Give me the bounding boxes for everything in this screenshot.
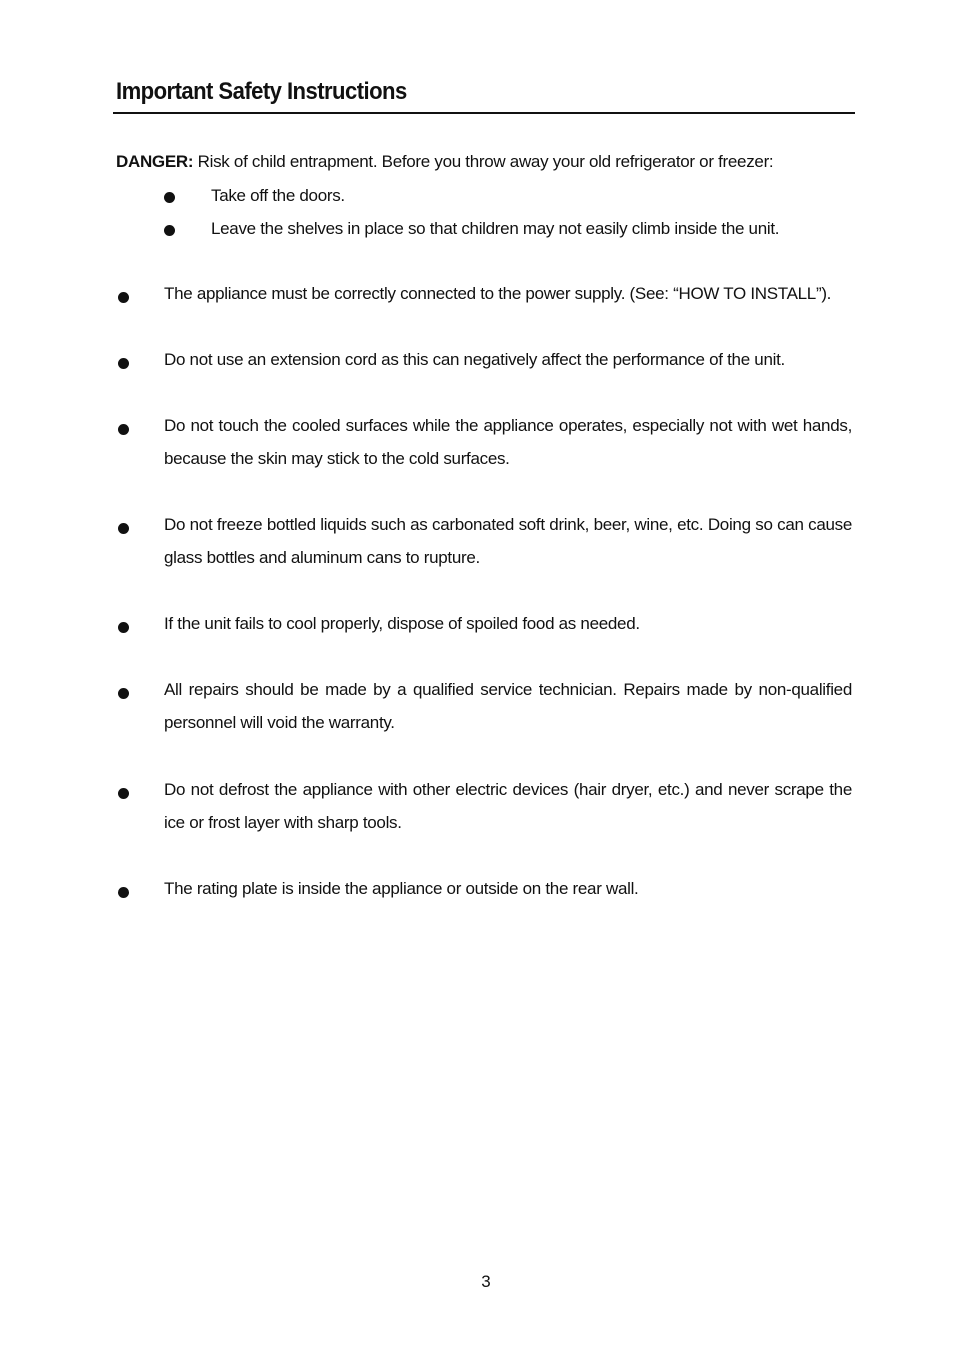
list-item-text: Do not defrost the appliance with other electric devices (hair dryer, etc.) and never scrape the ice or frost layer with sharp tools. xyxy=(164,780,852,832)
list-item-text: Do not freeze bottled liquids such as carbonated soft drink, beer, wine, etc. Doing so can cause glass bottles and aluminum cans to rupture. xyxy=(164,515,852,567)
title-underline xyxy=(113,112,855,114)
bullet-icon xyxy=(118,622,129,633)
bullet-icon xyxy=(118,688,129,699)
bullet-icon xyxy=(164,225,175,236)
list-item xyxy=(116,781,852,839)
list-item xyxy=(116,285,852,310)
list-item-text: Do not use an extension cord as this can negatively affect the performance of the unit. xyxy=(164,350,785,369)
bullet-icon xyxy=(118,887,129,898)
page-number: 3 xyxy=(481,1272,491,1291)
list-item xyxy=(116,417,852,475)
list-item xyxy=(116,880,852,905)
list-item xyxy=(116,516,852,574)
bullet-icon xyxy=(118,523,129,534)
danger-label: DANGER: xyxy=(116,152,194,171)
bullet-icon xyxy=(118,424,129,435)
danger-notice xyxy=(116,152,773,172)
list-item-text: All repairs should be made by a qualified service technician. Repairs made by non-qualified personnel will void the warranty. xyxy=(164,680,852,732)
list-item xyxy=(116,615,852,640)
page-title: Important Safety Instructions xyxy=(116,78,407,105)
danger-text: Risk of child entrapment. Before you throw away your old refrigerator or freezer: xyxy=(193,152,774,171)
list-item-text: The appliance must be correctly connected to the power supply. (See: “HOW TO INSTALL”). xyxy=(164,284,832,303)
list-item-text: If the unit fails to cool properly, dispose of spoiled food as needed. xyxy=(164,614,640,633)
bullet-icon xyxy=(118,292,129,303)
danger-subitem-text: Take off the doors. xyxy=(211,186,345,205)
bullet-icon xyxy=(164,192,175,203)
list-item-text: The rating plate is inside the appliance or outside on the rear wall. xyxy=(164,879,639,898)
list-item xyxy=(116,681,852,739)
danger-subitem-text: Leave the shelves in place so that children may not easily climb inside the unit. xyxy=(211,219,780,238)
bullet-icon xyxy=(118,358,129,369)
bullet-icon xyxy=(118,788,129,799)
list-item xyxy=(116,351,852,376)
list-item-text: Do not touch the cooled surfaces while the appliance operates, especially not with wet hands, because the skin may stick to the cold surfaces. xyxy=(164,416,852,468)
